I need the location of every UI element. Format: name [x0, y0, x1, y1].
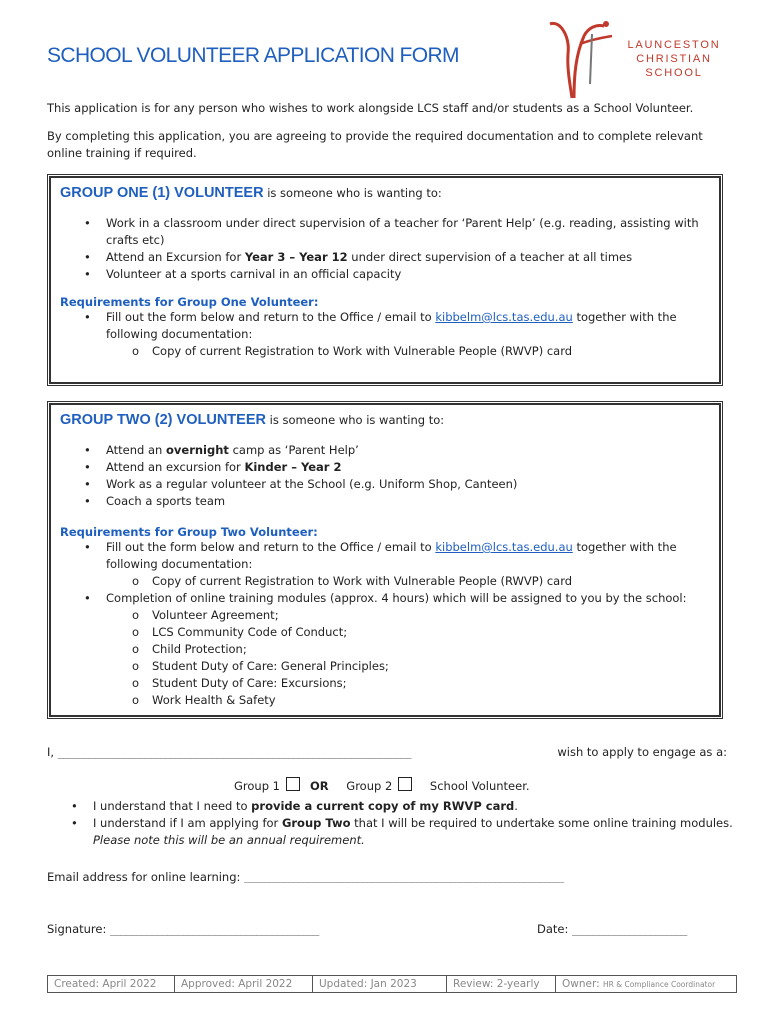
- signature-row: Signature: ________________________________________: [47, 922, 319, 936]
- date-field[interactable]: ______________________: [572, 925, 687, 936]
- logo-line-1: LAUNCESTON: [627, 39, 721, 51]
- training-module: o Child Protection;: [152, 641, 710, 658]
- office-email-link[interactable]: kibbelm@lcs.tas.edu.au: [435, 310, 573, 324]
- footer-approved: Approved: April 2022: [175, 976, 313, 992]
- group-two-item: • Coach a sports team: [106, 493, 710, 510]
- group-one-box: [47, 174, 723, 386]
- training-module: o Student Duty of Care: Excursions;: [152, 675, 710, 692]
- training-module: o Work Health & Safety: [152, 692, 710, 709]
- group-two-box: [47, 401, 723, 719]
- logo-line-2: CHRISTIAN: [636, 53, 712, 65]
- intro-paragraph-2: By completing this application, you are agreeing to provide the required documentation and to complete relevant online training if required.: [47, 129, 703, 160]
- date-row: Date: ______________________: [537, 922, 687, 936]
- acknowledgements: [47, 798, 733, 849]
- group-two-lead: is someone who is wanting to:: [265, 413, 445, 427]
- group-two-requirement: • Fill out the form below and return to the Office / email to kibbelm@lcs.tas.edu.au together with the following documentation: o Copy of current Registration to Work with Vulnerable People (RWVP) card: [106, 539, 710, 590]
- apply-row: I, _____________________________________________________________________ wish to apply to engage as a:: [47, 745, 727, 759]
- acknowledgement-item: • I understand that I need to provide a current copy of my RWVP card.: [93, 798, 733, 815]
- group-one-item: • Volunteer at a sports carnival in an official capacity: [106, 266, 710, 283]
- group-choice-row: Group 1 OR Group 2 School Volunteer.: [234, 779, 530, 793]
- office-email-link[interactable]: kibbelm@lcs.tas.edu.au: [435, 540, 573, 554]
- group-two-item: • Attend an overnight camp as ‘Parent Help’: [106, 442, 710, 459]
- training-module: o Student Duty of Care: General Principles;: [152, 658, 710, 675]
- footer-created: Created: April 2022: [48, 976, 175, 992]
- page-title: SCHOOL VOLUNTEER APPLICATION FORM: [47, 44, 459, 67]
- cross-figure-icon: [540, 14, 620, 100]
- group-one-requirement: • Fill out the form below and return to the Office / email to kibbelm@lcs.tas.edu.au together with the following documentation: o Copy of current Registration to Work with Vulnerable People (RWVP) card: [106, 309, 710, 360]
- group-1-checkbox[interactable]: [286, 777, 300, 791]
- acknowledgement-item: • I understand if I am applying for Group Two that I will be required to undertake some online training modules. Please note this will be an annual requirement.: [93, 815, 733, 849]
- group-one-item: • Attend an Excursion for Year 3 – Year 12 under direct supervision of a teacher at all times: [106, 249, 710, 266]
- training-module: o Volunteer Agreement;: [152, 607, 710, 624]
- school-logo: [540, 14, 730, 100]
- footer-updated: Updated: Jan 2023: [313, 976, 447, 992]
- group-one-document: o Copy of current Registration to Work with Vulnerable People (RWVP) card: [152, 343, 710, 360]
- group-2-checkbox[interactable]: [398, 777, 412, 791]
- email-field[interactable]: _________________________________________________________________: [244, 874, 564, 884]
- training-module: o LCS Community Code of Conduct;: [152, 624, 710, 641]
- group-one-heading: GROUP ONE (1) VOLUNTEER: [60, 185, 264, 201]
- email-row: Email address for online learning: _________________________________________________________________: [47, 870, 564, 884]
- group-two-heading: GROUP TWO (2) VOLUNTEER: [60, 412, 266, 428]
- group-two-requirements-heading: Requirements for Group Two Volunteer:: [60, 525, 318, 539]
- footer-owner: Owner: HR & Compliance Coordinator: [562, 978, 716, 990]
- signature-field[interactable]: ________________________________________: [110, 925, 319, 936]
- group-one-lead: is someone who is wanting to:: [263, 186, 442, 200]
- logo-line-3: SCHOOL: [645, 67, 703, 79]
- group-two-item: • Attend an excursion for Kinder – Year 2: [106, 459, 710, 476]
- group-two-requirement: • Completion of online training modules (approx. 4 hours) which will be assigned to you by the school: o Volunteer Agreement; o LCS Community Code of Conduct; o Child Protection; o Student Duty of Care: General Principles; o Student Duty of Care: Excursions; o Work Health & Safety: [106, 590, 710, 709]
- group-one-item: • Work in a classroom under direct supervision of a teacher for ‘Parent Help’ (e.g. reading, assisting with crafts etc): [106, 215, 710, 249]
- document-footer: [47, 975, 737, 993]
- group-two-item: • Work as a regular volunteer at the School (e.g. Uniform Shop, Canteen): [106, 476, 710, 493]
- group-one-requirements-heading: Requirements for Group One Volunteer:: [60, 295, 319, 309]
- intro-paragraph-1: This application is for any person who wishes to work alongside LCS staff and/or students as a School Volunteer.: [47, 101, 694, 115]
- group-two-document: o Copy of current Registration to Work with Vulnerable People (RWVP) card: [152, 573, 710, 590]
- name-field[interactable]: _____________________________________________________________________: [57, 748, 411, 759]
- footer-review: Review: 2-yearly: [447, 976, 556, 992]
